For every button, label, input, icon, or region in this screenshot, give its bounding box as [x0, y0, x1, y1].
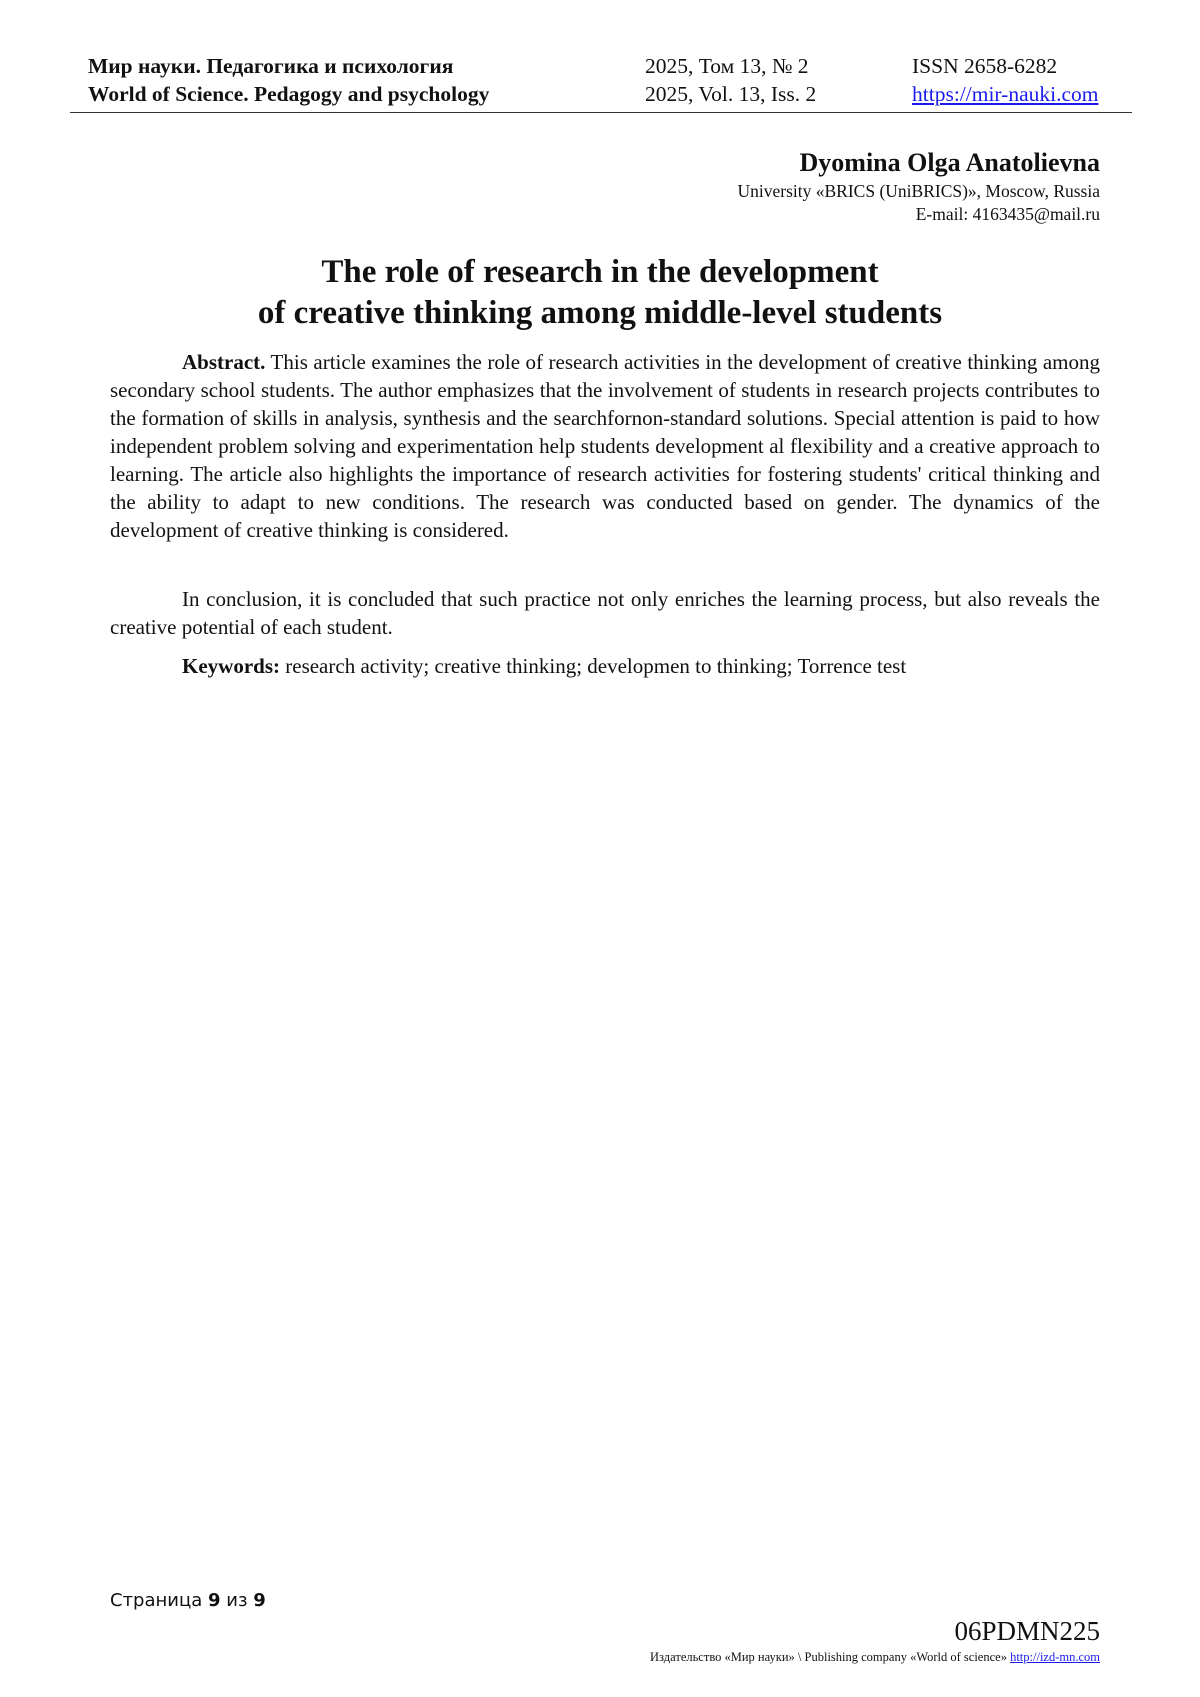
abstract-label: Abstract. — [182, 350, 266, 374]
publisher-line — [650, 1650, 1100, 1665]
author-email: E-mail: 4163435@mail.ru — [915, 204, 1100, 224]
page-number — [110, 1590, 266, 1611]
issue-ru: 2025, Том 13, № 2 — [645, 54, 809, 78]
issn: ISSN 2658-6282 — [912, 54, 1058, 78]
page-of: из — [226, 1590, 248, 1611]
publisher-text: Издательство «Мир науки» \ Publishing company «World of science» — [650, 1650, 1007, 1664]
keywords — [110, 652, 1100, 680]
header-row-en — [88, 80, 1122, 108]
issue-en: 2025, Vol. 13, Iss. 2 — [645, 82, 817, 106]
journal-website-link[interactable]: https://mir-nauki.com — [912, 82, 1099, 106]
journal-header — [88, 52, 1122, 112]
abstract-text: This article examines the role of research activities in the development of creative thinking among secondary school students. The author emphasizes that the involvement of students in research projects contributes to the formation of skills in analysis, synthesis and the searchfornon-standard solutions. Special attention is paid to how independent problem solving and experimentation help students development al flexibility and a creative approach to learning. The article also highlights the importance of research activities for fostering students' critical thinking and the ability to adapt to new conditions. The research was conducted based on gender. The dynamics of the development of creative thinking is considered. — [110, 350, 1100, 542]
title-line-2: of creative thinking among middle-level students — [257, 295, 943, 331]
journal-title-ru: Мир науки. Педагогика и психология — [88, 54, 454, 78]
author-block — [737, 146, 1100, 226]
author-affiliation: University «BRICS (UniBRICS)», Moscow, Russia — [737, 181, 1100, 201]
keywords-label: Keywords: — [182, 654, 280, 678]
keywords-text: research activity; creative thinking; developmen to thinking; Torrence test — [285, 654, 907, 678]
conclusion — [110, 585, 1100, 641]
page-prefix: Страница — [110, 1590, 203, 1611]
author-name: Dyomina Olga Anatolievna — [799, 148, 1100, 177]
article-title — [100, 252, 1100, 334]
publisher-link[interactable]: http://izd-mn.com — [1010, 1650, 1100, 1664]
conclusion-text: In conclusion, it is concluded that such practice not only enriches the learning process, but also reveals the creative potential of each student. — [110, 587, 1100, 639]
article-code: 06PDMN225 — [954, 1616, 1100, 1646]
page-current: 9 — [208, 1590, 221, 1611]
header-divider — [70, 112, 1132, 113]
page-total: 9 — [253, 1590, 266, 1611]
header-row-ru — [88, 52, 1122, 80]
abstract — [110, 348, 1100, 544]
journal-title-en: World of Science. Pedagogy and psychology — [88, 82, 490, 106]
title-line-1: The role of research in the development — [321, 254, 879, 290]
